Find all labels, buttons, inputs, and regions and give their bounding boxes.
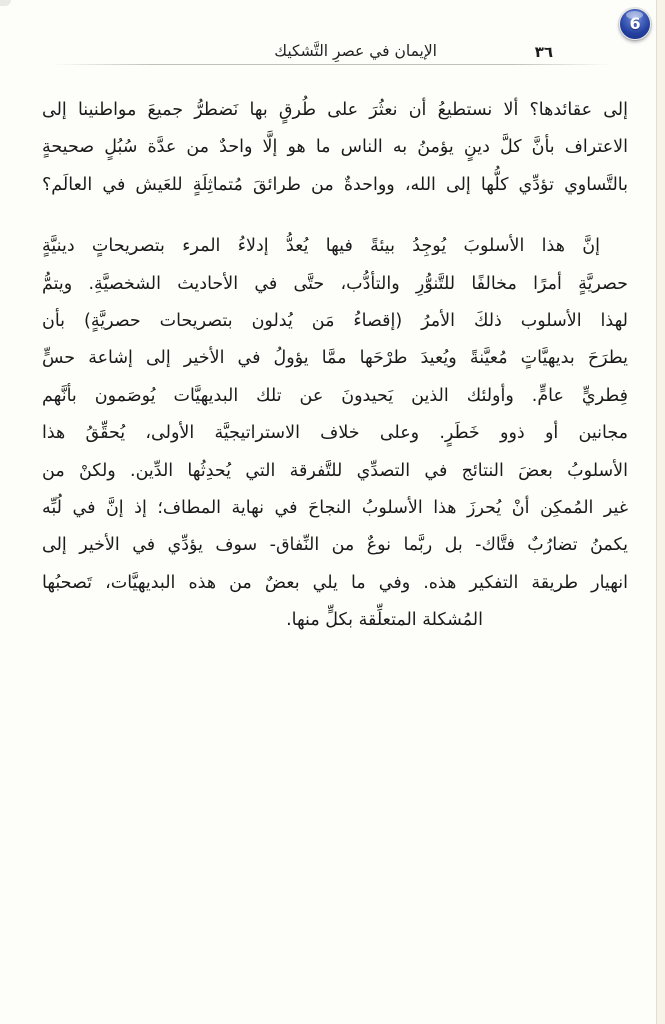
text-line: غير المُمكِن أنْ يُحرزَ هذا الأسلوبُ النجاحَ في نهاية المطاف؛ إذ إنَّ في لُبِّه [42, 498, 628, 519]
scan-artifact [0, 0, 11, 6]
page-edge [656, 0, 665, 1024]
text-line: إنَّ هذا الأسلوبَ يُوجِدُ بيئةً فيها يُعدُّ إدلاءُ المرء بتصريحاتٍ دينيَّةٍ [42, 236, 600, 257]
text-line: حصريَّةٍ أمرًا مخالفًا للتَّنوُّرِ والتأدُّب، حتَّى في الأحاديث الشخصيَّةِ. ويتمُّ [42, 273, 628, 294]
running-title: الإيمان في عصرِ التَّشكيك [274, 42, 437, 60]
text-line: يكمنُ تضارُبٌ فتَّاك- بل ربَّما نوعٌ من النِّفاق- سوف يؤدِّي في الأخير إلى [42, 535, 628, 556]
overlay-number-badge[interactable] [619, 8, 651, 40]
text-line: الاعتراف بأنَّ كلَّ دينٍ يؤمنُ به الناس ما هو إلَّا واحدٌ من عدَّة سُبُلٍ صحيحةٍ [42, 137, 628, 158]
body-text [42, 92, 628, 640]
paragraph-2 [42, 228, 628, 639]
page-number: ٣٦ [534, 43, 553, 61]
text-line: لهذا الأسلوب ذلكَ الأمرُ (إقصاءُ مَن يُدلون بتصريحات حصريَّةٍ) بأن [42, 311, 628, 332]
text-line: انهيار طريقة التفكير هذه. وفي ما يلي بعضٌ من هذه البديهيَّات، تَصحبُها [42, 572, 628, 593]
header-rule [52, 64, 612, 65]
text-line: المُشكلة المتعلِّقة بكلٍّ منها. [286, 610, 483, 631]
text-line: فِطريٍّ عامٍّ. وأولئك الذين يَحيدونَ عن تلك البديهيَّات يُوصَمون بأنَّهم [42, 385, 628, 406]
text-line: مجانين أو ذوو خَطَرٍ. وعلى خلاف الاستراتيجيَّة الأولى، يُحقِّقُ هذا [42, 423, 628, 444]
text-line: بالتَّساوي تؤدِّي كلُّها إلى الله، وواحدةٌ من طرائقَ مُتماثِلَةٍ للعَيش في العالَم؟ [42, 174, 628, 195]
text-line: الأسلوبُ بعضَ النتائج في التصدِّي للتَّفرقة التي يُحدِثُها الدِّين. ولكنْ من [42, 460, 628, 481]
text-line: إلى عقائدها؟ ألا نستطيعُ أن نعثُرَ على طُرقٍ بها نَضطرُّ جميعَ مواطنينا إلى [42, 100, 628, 120]
paragraph-1 [42, 92, 628, 204]
badge-number-label: 6 [629, 14, 641, 33]
text-line: يطرَحَ بديهيَّاتٍ مُعيَّنةً ويُعيدَ طرْحَها ممَّا يؤولُ في الأخير إلى إشاعة حسٍّ [42, 348, 628, 369]
